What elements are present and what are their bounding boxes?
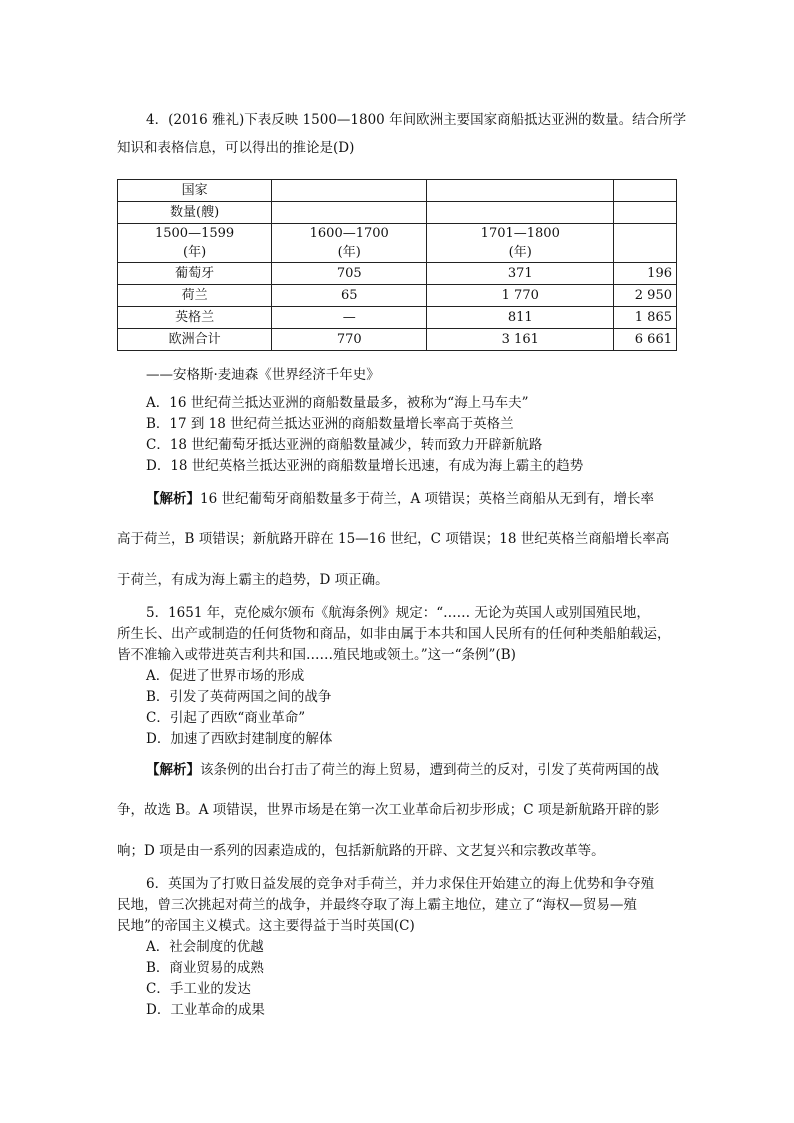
period-unit: (年) <box>508 245 532 260</box>
q4-stem-line1: 4．(2016 雅礼)下表反映 1500—1800 年间欧洲主要国家商船抵达亚洲的数量。结合所学 <box>146 112 687 128</box>
q4-option-c: C．18 世纪葡萄牙抵达亚洲的商船数量减少，转而致力开辟新航路 <box>146 437 543 453</box>
q6-stem-line3: 民地”的帝国主义模式。这主要得益于当时英国(C) <box>117 918 415 934</box>
table-cell <box>614 224 677 263</box>
q4-option-b: B．17 到 18 世纪荷兰抵达亚洲的商船数量增长率高于英格兰 <box>146 416 514 432</box>
q5-stem-line2: 所生长、出产或制造的任何货物和商品，如非由属于本共和国人民所有的任何种类船舶载运， <box>117 626 671 642</box>
row-value-1: — <box>272 307 427 329</box>
q5-option-a: A．促进了世界市场的形成 <box>146 668 305 684</box>
q4-analysis-line1 <box>146 489 654 509</box>
row-value-2: 3 161 <box>427 329 614 351</box>
q6-stem-line2: 民地，曾三次挑起对荷兰的战争，并最终夺取了海上霸主地位，建立了“海权—贸易—殖 <box>117 897 637 913</box>
q4-analysis-line2: 高于荷兰，B 项错误；新航路开辟在 15—16 世纪，C 项错误；18 世纪英格兰商船增长率高 <box>117 531 670 547</box>
q4-option-a: A．16 世纪荷兰抵达亚洲的商船数量最多，被称为“海上马车夫” <box>146 395 529 411</box>
table-header-country: 国家 <box>118 180 272 202</box>
analysis-label: 【解析】 <box>146 491 200 507</box>
row-value-1: 770 <box>272 329 427 351</box>
q5-analysis-line3: 响；D 项是由一系列的因素造成的，包括新航路的开辟、文艺复兴和宗教改革等。 <box>117 843 605 859</box>
table-cell <box>427 202 614 224</box>
row-country: 荷兰 <box>118 285 272 307</box>
table-cell <box>614 202 677 224</box>
q5-analysis-line2: 争，故选 B。A 项错误，世界市场是在第一次工业革命后初步形成；C 项是新航路开辟的影 <box>117 802 660 818</box>
period-unit: (年) <box>183 245 207 260</box>
q4-analysis-line3: 于荷兰，有成为海上霸主的趋势，D 项正确。 <box>117 572 389 588</box>
row-value-3: 1 865 <box>614 307 677 329</box>
q4-stem-line2: 知识和表格信息，可以得出的推论是(D) <box>117 140 355 156</box>
table-cell <box>272 202 427 224</box>
table-period-2 <box>272 224 427 263</box>
row-value-3: 2 950 <box>614 285 677 307</box>
row-value-2: 371 <box>427 263 614 285</box>
q6-option-a: A．社会制度的优越 <box>146 939 264 955</box>
table-period-3 <box>427 224 614 263</box>
q4-data-table <box>117 179 677 351</box>
period-range: 1701—1800 <box>480 226 560 241</box>
q4-source: ——安格斯·麦迪森《世界经济千年史》 <box>146 367 380 383</box>
row-value-1: 705 <box>272 263 427 285</box>
table-row <box>118 285 677 307</box>
period-range: 1600—1700 <box>309 226 389 241</box>
row-value-1: 65 <box>272 285 427 307</box>
row-value-3: 6 661 <box>614 329 677 351</box>
table-cell <box>614 180 677 202</box>
q5-stem-line1: 5．1651 年，克伦威尔颁布《航海条例》规定：“…… 无论为英国人或别国殖民地， <box>146 605 650 621</box>
row-country: 葡萄牙 <box>118 263 272 285</box>
q6-option-d: D．工业革命的成果 <box>146 1002 265 1018</box>
table-cell <box>427 180 614 202</box>
row-value-2: 811 <box>427 307 614 329</box>
q5-option-c: C．引起了西欧“商业革命” <box>146 710 306 726</box>
period-range: 1500—1599 <box>154 226 235 241</box>
analysis-text: 该条例的出台打击了荷兰的海上贸易，遭到荷兰的反对，引发了英荷两国的战 <box>200 762 659 778</box>
row-country: 欧洲合计 <box>118 329 272 351</box>
q6-stem-line1: 6．英国为了打败日益发展的竞争对手荷兰，并力求保住开始建立的海上优势和争夺殖 <box>146 876 655 892</box>
analysis-text: 16 世纪葡萄牙商船数量多于荷兰，A 项错误；英格兰商船从无到有，增长率 <box>200 491 655 507</box>
period-unit: (年) <box>337 245 361 260</box>
table-row <box>118 263 677 285</box>
q6-option-b: B．商业贸易的成熟 <box>146 960 264 976</box>
table-period-1 <box>118 224 272 263</box>
row-value-2: 1 770 <box>427 285 614 307</box>
table-row <box>118 307 677 329</box>
q5-analysis-line1 <box>146 760 659 780</box>
q5-option-d: D．加速了西欧封建制度的解体 <box>146 731 333 747</box>
row-value-3: 196 <box>614 263 677 285</box>
row-country: 英格兰 <box>118 307 272 329</box>
q5-stem-line3: 皆不准输入或带进英吉利共和国……殖民地或领土。”这一“条例”(B) <box>117 647 516 663</box>
table-cell <box>272 180 427 202</box>
analysis-label: 【解析】 <box>146 762 200 778</box>
q6-option-c: C．手工业的发达 <box>146 981 251 997</box>
table-row <box>118 329 677 351</box>
table-header-quantity: 数量(艘) <box>118 202 272 224</box>
q5-option-b: B．引发了英荷两国之间的战争 <box>146 689 332 705</box>
q4-option-d: D．18 世纪英格兰抵达亚洲的商船数量增长迅速，有成为海上霸主的趋势 <box>146 458 584 474</box>
